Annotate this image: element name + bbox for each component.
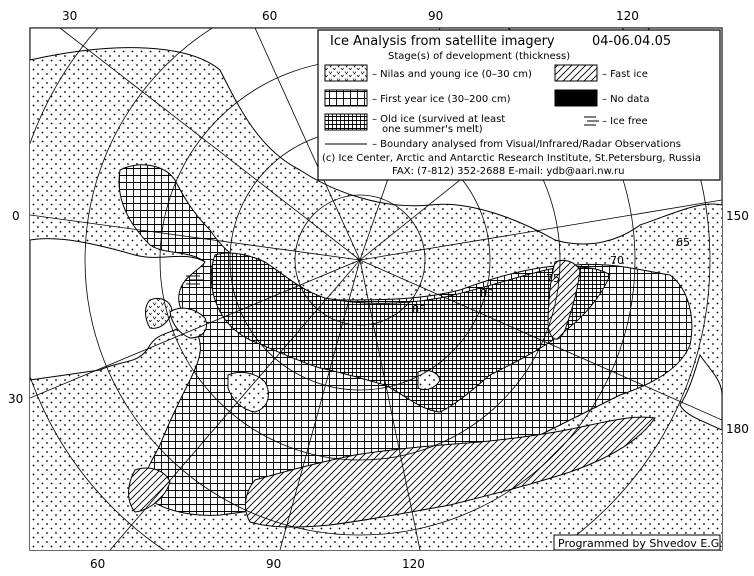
lon-label-top-90: 90 [428, 9, 444, 23]
legend-label-old-ice-2: one summer's melt) [382, 124, 483, 135]
lon-label-bottom-90: 90 [266, 557, 282, 571]
legend-swatch-old-ice [325, 114, 367, 130]
contact-line: FAX: (7-812) 352-2688 E-mail: ydb@aari.nw.ru [392, 166, 625, 177]
lon-label-bottom-60: 60 [90, 557, 106, 571]
programmer-credit: Programmed by Shvedov E.G. [558, 537, 723, 550]
lon-label-top-120: 120 [616, 9, 639, 23]
legend-label-nilas: – Nilas and young ice (0–30 cm) [372, 69, 532, 80]
legend-panel [318, 30, 720, 180]
credit-line: (c) Ice Center, Arctic and Antarctic Research Institute, St.Petersburg, Russia [322, 153, 701, 164]
legend-label-boundary: – Boundary analysed from Visual/Infrared/Radar Observations [372, 139, 681, 150]
legend-label-ice-free: – Ice free [602, 116, 648, 127]
lat-label-85: 85 [412, 303, 426, 316]
lon-label-right-150: 150 [726, 209, 749, 223]
lon-label-left-0: 0 [12, 209, 20, 223]
chart-title: Ice Analysis from satellite imagery [330, 34, 555, 49]
legend-subtitle: Stage(s) of development (thickness) [388, 51, 571, 62]
legend-label-first-year: – First year ice (30–200 cm) [372, 94, 511, 105]
legend-swatch-fast-ice [555, 65, 597, 81]
legend-swatch-first-year [325, 90, 367, 106]
legend-label-old-ice-1: – Old ice (survived at least [372, 114, 506, 125]
legend-label-no-data: – No data [602, 94, 650, 105]
lon-label-top-60: 60 [262, 9, 278, 23]
legend-label-fast-ice: – Fast ice [602, 69, 648, 80]
lat-label-75: 75 [546, 272, 560, 285]
chart-date: 04-06.04.05 [592, 34, 672, 49]
lon-label-top-30: 30 [62, 9, 78, 23]
lat-label-65: 65 [676, 236, 690, 249]
lon-label-left-30: 30 [8, 392, 24, 406]
lat-label-80: 80 [480, 287, 494, 300]
legend-swatch-no-data [555, 90, 597, 106]
legend-swatch-nilas [325, 65, 367, 81]
lon-label-right-180: 180 [726, 422, 749, 436]
lon-label-bottom-120: 120 [402, 557, 425, 571]
lat-label-70: 70 [610, 254, 624, 267]
